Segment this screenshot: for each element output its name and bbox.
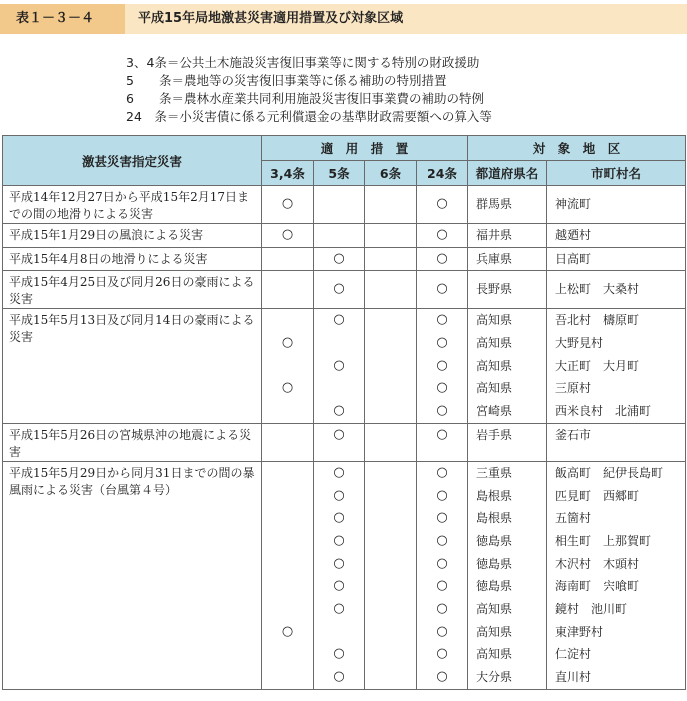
prefecture-name: 福井県 <box>476 228 513 242</box>
note-text: ＝農林水産業共同利用施設災害復旧事業費の補助の特例 <box>171 91 484 106</box>
empty-mark <box>314 193 364 216</box>
municipality-name: 木沢村 木頭村 <box>555 556 640 571</box>
municipality-name: 西米良村 北浦町 <box>555 404 652 419</box>
prefecture-name: 三重県 <box>476 465 513 480</box>
empty-mark <box>262 553 313 576</box>
applied-mark: ○ <box>436 555 448 571</box>
measure-col-3-4 <box>262 461 314 689</box>
applied-mark: ○ <box>333 250 345 266</box>
municipality-name: 三原村 <box>555 381 592 396</box>
municipality-cell <box>547 247 686 271</box>
empty-mark <box>262 485 313 508</box>
empty-mark <box>365 666 416 689</box>
measure-col-3-4 <box>262 271 314 309</box>
municipality-cell <box>547 271 686 309</box>
applied-mark: ○ <box>436 281 448 297</box>
measure-col-5 <box>314 309 365 424</box>
applied-mark: ○ <box>333 312 345 328</box>
empty-mark <box>365 377 416 400</box>
measure-col-5 <box>314 461 365 689</box>
measure-col-5 <box>314 271 365 309</box>
municipality-name: 相生町 上那賀町 <box>555 533 652 548</box>
table-row <box>3 247 686 271</box>
prefecture-name: 島根県 <box>476 488 513 503</box>
header-measures: 適 用 措 置 <box>262 136 468 161</box>
prefecture-name: 徳島県 <box>476 556 513 571</box>
municipality-name: 神流町 <box>555 196 592 211</box>
empty-mark <box>262 248 313 271</box>
municipality-name: 大正町 大月町 <box>555 358 640 373</box>
municipality-name: 越廼村 <box>555 228 592 242</box>
measure-col-24 <box>417 309 468 424</box>
header-area: 対 象 地 区 <box>468 136 686 161</box>
applied-mark: ○ <box>333 426 345 442</box>
header-disaster: 激甚災害指定災害 <box>3 136 262 186</box>
applied-mark: ○ <box>436 227 448 242</box>
measure-col-3-4 <box>262 423 314 461</box>
empty-mark <box>365 598 416 621</box>
applied-mark: ○ <box>436 532 448 548</box>
applied-mark: ○ <box>436 357 448 373</box>
measure-col-24 <box>417 224 468 248</box>
empty-mark <box>365 309 416 332</box>
disaster-name-text: 平成15年4月25日及び同月26日の豪雨による災害 <box>9 275 255 307</box>
applied-mark: ○ <box>333 555 345 571</box>
municipality-name: 東津野村 <box>555 624 604 639</box>
municipality-name: 鏡村 池川町 <box>555 602 628 616</box>
prefecture-cell <box>468 309 547 424</box>
prefecture-name: 高知県 <box>476 313 513 328</box>
measure-col-6 <box>365 423 417 461</box>
prefecture-cell <box>468 186 547 224</box>
municipality-name: 匹見町 西郷町 <box>555 488 640 503</box>
empty-mark <box>365 553 416 576</box>
applied-mark: ○ <box>436 510 448 526</box>
prefecture-cell <box>468 247 547 271</box>
note-item <box>126 72 492 90</box>
empty-mark <box>262 666 313 689</box>
disaster-name-text: 平成15年5月26日の宮城県沖の地震による災害 <box>9 427 252 459</box>
measure-col-6 <box>365 247 417 271</box>
municipality-name: 日高町 <box>555 251 592 266</box>
applied-mark: ○ <box>436 646 448 662</box>
prefecture-name: 高知県 <box>476 602 513 616</box>
applied-mark: ○ <box>436 487 448 503</box>
note-item <box>126 108 492 126</box>
empty-mark <box>262 598 313 621</box>
municipality-cell <box>547 224 686 248</box>
prefecture-cell <box>468 423 547 461</box>
table-row <box>3 271 686 309</box>
municipality-cell <box>547 186 686 224</box>
empty-mark <box>365 462 416 485</box>
note-key: 5 条 <box>126 73 172 88</box>
applied-mark: ○ <box>436 195 448 211</box>
empty-mark <box>365 643 416 666</box>
disaster-name-text: 平成15年5月13日及び同月14日の豪雨による災害 <box>9 313 255 345</box>
measure-col-5 <box>314 224 365 248</box>
disaster-name <box>3 224 262 248</box>
empty-mark <box>365 400 416 423</box>
measure-col-3-4 <box>262 186 314 224</box>
measure-col-24 <box>417 461 468 689</box>
measure-col-5 <box>314 186 365 224</box>
measure-col-6 <box>365 309 417 424</box>
measure-col-3-4 <box>262 309 314 424</box>
empty-mark <box>262 355 313 378</box>
measure-col-24 <box>417 423 468 461</box>
note-text: ＝小災害債に係る元利償還金の基準財政需要額への算入等 <box>166 109 492 124</box>
empty-mark <box>262 507 313 530</box>
header-prefecture: 都道府県名 <box>468 161 547 186</box>
page-title: 平成15年局地激甚災害適用措置及び対象区域 <box>138 11 404 26</box>
applied-mark: ○ <box>436 464 448 480</box>
applied-mark: ○ <box>436 380 448 396</box>
prefecture-name: 宮崎県 <box>476 404 513 419</box>
prefecture-name: 大分県 <box>476 670 513 685</box>
applied-mark: ○ <box>281 195 294 211</box>
disaster-name <box>3 271 262 309</box>
header-col-3-4: 3,4条 <box>262 161 314 186</box>
applied-mark: ○ <box>436 601 448 616</box>
table-row <box>3 186 686 224</box>
prefecture-name: 高知県 <box>476 336 513 351</box>
empty-mark <box>262 309 313 332</box>
note-key: 6 条 <box>126 91 172 106</box>
empty-mark <box>365 485 416 508</box>
municipality-name: 吾北村 檮原町 <box>555 313 640 328</box>
applied-mark: ○ <box>333 669 345 685</box>
disaster-name-text: 平成15年4月8日の地滑りによる災害 <box>9 251 208 266</box>
applied-mark: ○ <box>281 335 294 351</box>
empty-mark <box>262 575 313 598</box>
disaster-name-text: 平成15年5月29日から同月31日までの間の暴風雨による災害（台風第４号） <box>9 465 255 497</box>
title-bar <box>0 4 687 34</box>
empty-mark <box>262 424 313 447</box>
header-municipality: 市町村名 <box>547 161 686 186</box>
disaster-name <box>3 461 262 689</box>
table-row <box>3 224 686 248</box>
empty-mark <box>365 224 416 247</box>
applied-mark: ○ <box>436 669 448 685</box>
prefecture-name: 群馬県 <box>476 196 513 211</box>
measure-col-5 <box>314 247 365 271</box>
applied-mark: ○ <box>333 487 345 503</box>
applied-mark: ○ <box>436 335 448 351</box>
applied-mark: ○ <box>333 578 345 594</box>
empty-mark <box>365 424 416 447</box>
municipality-name: 仁淀村 <box>555 647 592 662</box>
measure-col-3-4 <box>262 224 314 248</box>
empty-mark <box>365 621 416 644</box>
prefecture-name: 島根県 <box>476 511 513 526</box>
note-key: 3、4条 <box>126 55 167 70</box>
empty-mark <box>365 278 416 301</box>
header-col-6: 6条 <box>365 161 417 186</box>
applied-mark: ○ <box>333 403 345 419</box>
applied-mark: ○ <box>333 601 345 616</box>
empty-mark <box>365 575 416 598</box>
prefecture-name: 兵庫県 <box>476 251 513 266</box>
disaster-name <box>3 247 262 271</box>
municipality-cell <box>547 461 686 689</box>
header-col-24: 24条 <box>417 161 468 186</box>
measure-col-24 <box>417 247 468 271</box>
disaster-name <box>3 309 262 424</box>
applied-mark: ○ <box>436 623 448 639</box>
header-col-5: 5条 <box>314 161 365 186</box>
prefecture-name: 高知県 <box>476 647 513 662</box>
measure-col-3-4 <box>262 247 314 271</box>
applied-mark: ○ <box>333 510 345 526</box>
empty-mark <box>365 248 416 271</box>
measure-col-5 <box>314 423 365 461</box>
prefecture-name: 徳島県 <box>476 579 513 594</box>
empty-mark <box>262 643 313 666</box>
legend-notes <box>126 54 492 126</box>
applied-mark: ○ <box>281 380 294 396</box>
empty-mark <box>365 332 416 355</box>
empty-mark <box>365 530 416 553</box>
empty-mark <box>365 193 416 216</box>
measure-col-6 <box>365 271 417 309</box>
applied-mark: ○ <box>436 250 448 266</box>
applied-mark: ○ <box>281 227 294 242</box>
prefecture-name: 徳島県 <box>476 533 513 548</box>
applied-mark: ○ <box>333 281 345 297</box>
disaster-name <box>3 186 262 224</box>
note-item <box>126 54 492 72</box>
applied-mark: ○ <box>281 623 294 639</box>
applied-mark: ○ <box>436 426 448 442</box>
applied-mark: ○ <box>436 312 448 328</box>
prefecture-name: 高知県 <box>476 381 513 396</box>
municipality-name: 飯高町 紀伊長島町 <box>555 465 664 480</box>
prefecture-cell <box>468 461 547 689</box>
prefecture-name: 長野県 <box>476 282 513 297</box>
empty-mark <box>262 278 313 301</box>
note-item <box>126 90 492 108</box>
prefecture-name: 高知県 <box>476 624 513 639</box>
empty-mark <box>262 400 313 423</box>
table-row <box>3 423 686 461</box>
prefecture-name: 高知県 <box>476 358 513 373</box>
empty-mark <box>314 377 364 400</box>
applied-mark: ○ <box>436 403 448 419</box>
empty-mark <box>314 332 364 355</box>
municipality-name: 海南町 宍喰町 <box>555 579 640 594</box>
table-row <box>3 309 686 424</box>
measure-col-24 <box>417 271 468 309</box>
prefecture-cell <box>468 271 547 309</box>
empty-mark <box>262 530 313 553</box>
table-row <box>3 461 686 689</box>
municipality-cell <box>547 309 686 424</box>
empty-mark <box>314 621 364 644</box>
empty-mark <box>365 355 416 378</box>
applied-mark: ○ <box>333 357 345 373</box>
applied-mark: ○ <box>333 646 345 662</box>
disaster-name <box>3 423 262 461</box>
disaster-name-text: 平成14年12月27日から平成15年2月17日までの間の地滑りによる災害 <box>9 190 249 221</box>
note-text: ＝公共土木施設災害復旧事業等に関する特別の財政援助 <box>166 55 480 70</box>
prefecture-name: 岩手県 <box>476 427 513 442</box>
measure-col-6 <box>365 186 417 224</box>
measure-col-24 <box>417 186 468 224</box>
empty-mark <box>314 224 364 247</box>
note-text: ＝農地等の災害復旧事業等に係る補助の特別措置 <box>171 73 447 88</box>
municipality-name: 釜石市 <box>555 427 592 442</box>
disaster-table <box>2 135 686 690</box>
note-key: 24 条 <box>126 109 167 124</box>
applied-mark: ○ <box>333 532 345 548</box>
empty-mark <box>262 462 313 485</box>
table-number: 表１－３－４ <box>0 4 125 34</box>
municipality-cell <box>547 423 686 461</box>
applied-mark: ○ <box>333 464 345 480</box>
municipality-name: 五箇村 <box>555 511 592 526</box>
municipality-name: 直川村 <box>555 670 592 685</box>
empty-mark <box>365 507 416 530</box>
measure-col-6 <box>365 461 417 689</box>
applied-mark: ○ <box>436 578 448 594</box>
measure-col-6 <box>365 224 417 248</box>
prefecture-cell <box>468 224 547 248</box>
municipality-name: 大野見村 <box>555 336 604 351</box>
disaster-name-text: 平成15年1月29日の風浪による災害 <box>9 228 204 242</box>
municipality-name: 上松町 大桑村 <box>555 282 640 297</box>
